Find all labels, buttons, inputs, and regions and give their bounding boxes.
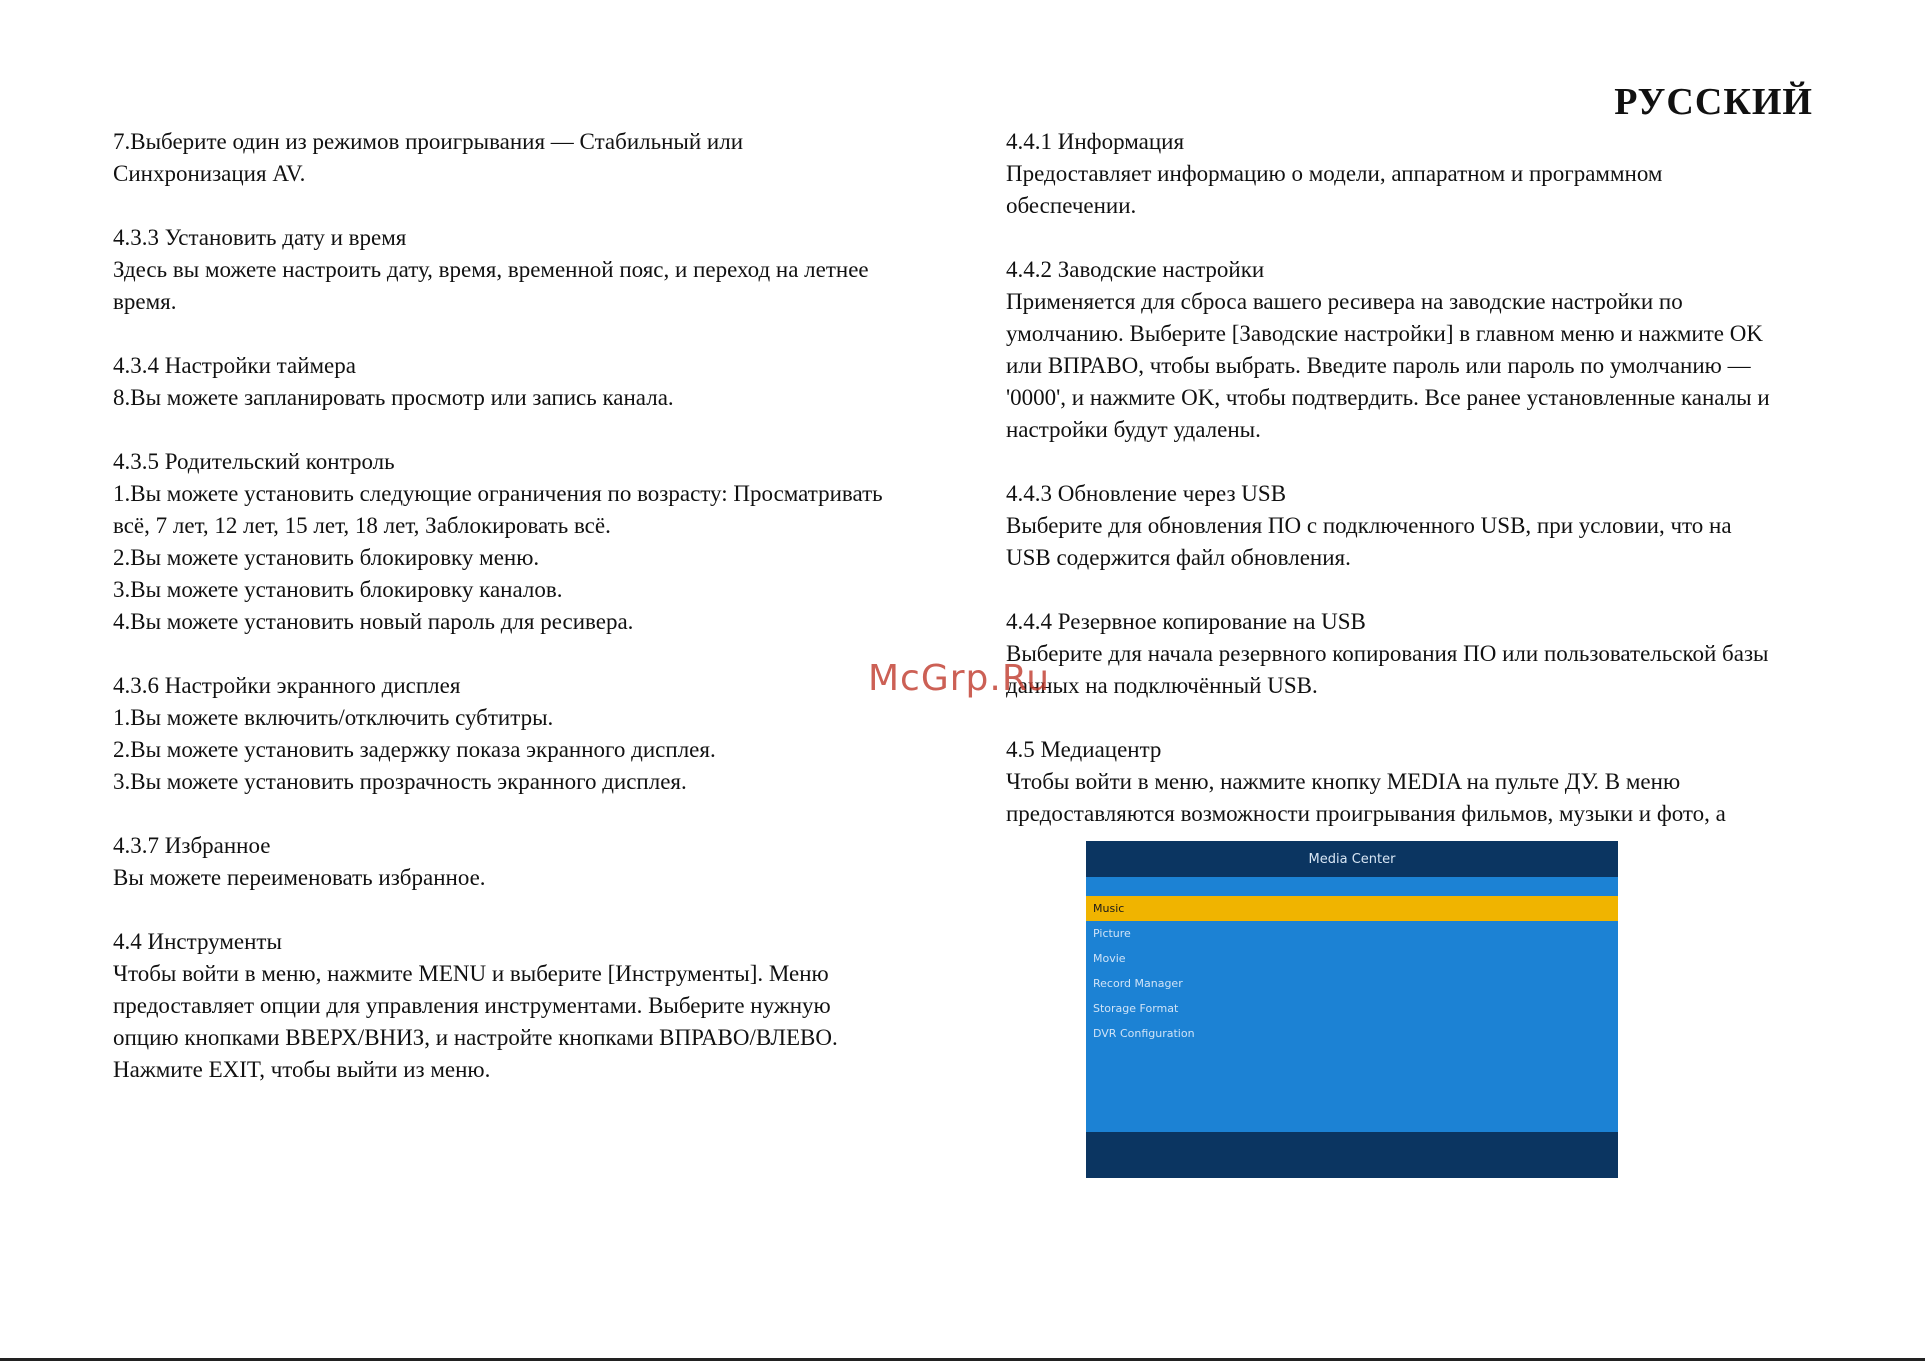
section-heading: 4.4 Инструменты [113, 929, 282, 954]
menu-item-music: Music [1086, 896, 1618, 921]
section-heading: 4.4.3 Обновление через USB [1006, 481, 1287, 506]
text-line: время. [113, 289, 177, 314]
menu-item-storage-format: Storage Format [1093, 1002, 1179, 1015]
section-heading: 4.3.5 Родительский контроль [113, 449, 395, 474]
section-heading: 4.4.4 Резервное копирование на USB [1006, 609, 1366, 634]
text-line: 1.Вы можете установить следующие ограничения по возрасту: Просматривать [113, 481, 883, 506]
text-line: Вы можете переименовать избранное. [113, 865, 486, 890]
text-line: Чтобы войти в меню, нажмите MENU и выберите [Инструменты]. Меню [113, 961, 829, 986]
page-language-header: РУССКИЙ [1614, 81, 1813, 123]
text-line: предоставляет опции для управления инструментами. Выберите нужную [113, 993, 831, 1018]
text-line: Предоставляет информацию о модели, аппаратном и программном [1006, 161, 1663, 186]
text-line: предоставляются возможности проигрывания фильмов, музыки и фото, а [1006, 801, 1726, 826]
text-line: 3.Вы можете установить блокировку каналов. [113, 577, 563, 602]
media-center-bottom-bar [1086, 1132, 1618, 1178]
text-line: настройки будут удалены. [1006, 417, 1261, 442]
text-line: обеспечении. [1006, 193, 1137, 218]
text-line: данных на подключённый USB. [1006, 673, 1318, 698]
media-center-menu [1086, 896, 1618, 1046]
watermark: McGrp.Ru [868, 658, 1051, 699]
text-line: Синхронизация AV. [113, 161, 306, 186]
section-heading: 4.3.3 Установить дату и время [113, 225, 407, 250]
section-heading: 4.4.1 Информация [1006, 129, 1185, 154]
text-line: 2.Вы можете установить блокировку меню. [113, 545, 540, 570]
text-line: 1.Вы можете включить/отключить субтитры. [113, 705, 554, 730]
text-line: 8.Вы можете запланировать просмотр или запись канала. [113, 385, 674, 410]
text-line: 4.Вы можете установить новый пароль для ресивера. [113, 609, 634, 634]
left-text-column [113, 126, 933, 1086]
section-heading: 4.5 Медиацентр [1006, 737, 1162, 762]
text-line: опцию кнопками ВВЕРХ/ВНИЗ, и настройте кнопками ВПРАВО/ВЛЕВО. [113, 1025, 838, 1050]
text-line: 3.Вы можете установить прозрачность экранного дисплея. [113, 769, 687, 794]
section-heading: 4.3.7 Избранное [113, 833, 271, 858]
text-line: 2.Вы можете установить задержку показа экранного дисплея. [113, 737, 716, 762]
text-line: всё, 7 лет, 12 лет, 15 лет, 18 лет, Заблокировать всё. [113, 513, 611, 538]
text-line: Выберите для начала резервного копирования ПО или пользовательской базы [1006, 641, 1769, 666]
text-line: '0000', и нажмите OK, чтобы подтвердить. Все ранее установленные каналы и [1006, 385, 1770, 410]
text-line: 7.Выберите один из режимов проигрывания — Стабильный или [113, 129, 744, 154]
menu-item-dvr-configuration: DVR Configuration [1093, 1027, 1195, 1040]
menu-item-record-manager: Record Manager [1093, 977, 1183, 990]
text-line: Выберите для обновления ПО с подключенного USB, при условии, что на [1006, 513, 1732, 538]
media-center-screenshot [1086, 841, 1618, 1178]
menu-item-picture: Picture [1093, 927, 1131, 940]
section-heading: 4.3.6 Настройки экранного дисплея [113, 673, 461, 698]
text-line: Применяется для сброса вашего ресивера на заводские настройки по [1006, 289, 1683, 314]
text-line: Нажмите EXIT, чтобы выйти из меню. [113, 1057, 491, 1082]
right-text-column [1006, 126, 1826, 830]
text-line: Чтобы войти в меню, нажмите кнопку MEDIA на пульте ДУ. В меню [1006, 769, 1681, 794]
media-center-title: Media Center [1086, 841, 1618, 877]
text-line: умолчанию. Выберите [Заводские настройки] в главном меню и нажмите OK [1006, 321, 1763, 346]
section-heading: 4.3.4 Настройки таймера [113, 353, 356, 378]
text-line: или ВПРАВО, чтобы выбрать. Введите пароль или пароль по умолчанию — [1006, 353, 1751, 378]
text-line: USB содержится файл обновления. [1006, 545, 1351, 570]
section-heading: 4.4.2 Заводские настройки [1006, 257, 1265, 282]
text-line: Здесь вы можете настроить дату, время, временной пояс, и переход на летнее [113, 257, 869, 282]
menu-item-movie: Movie [1093, 952, 1126, 965]
